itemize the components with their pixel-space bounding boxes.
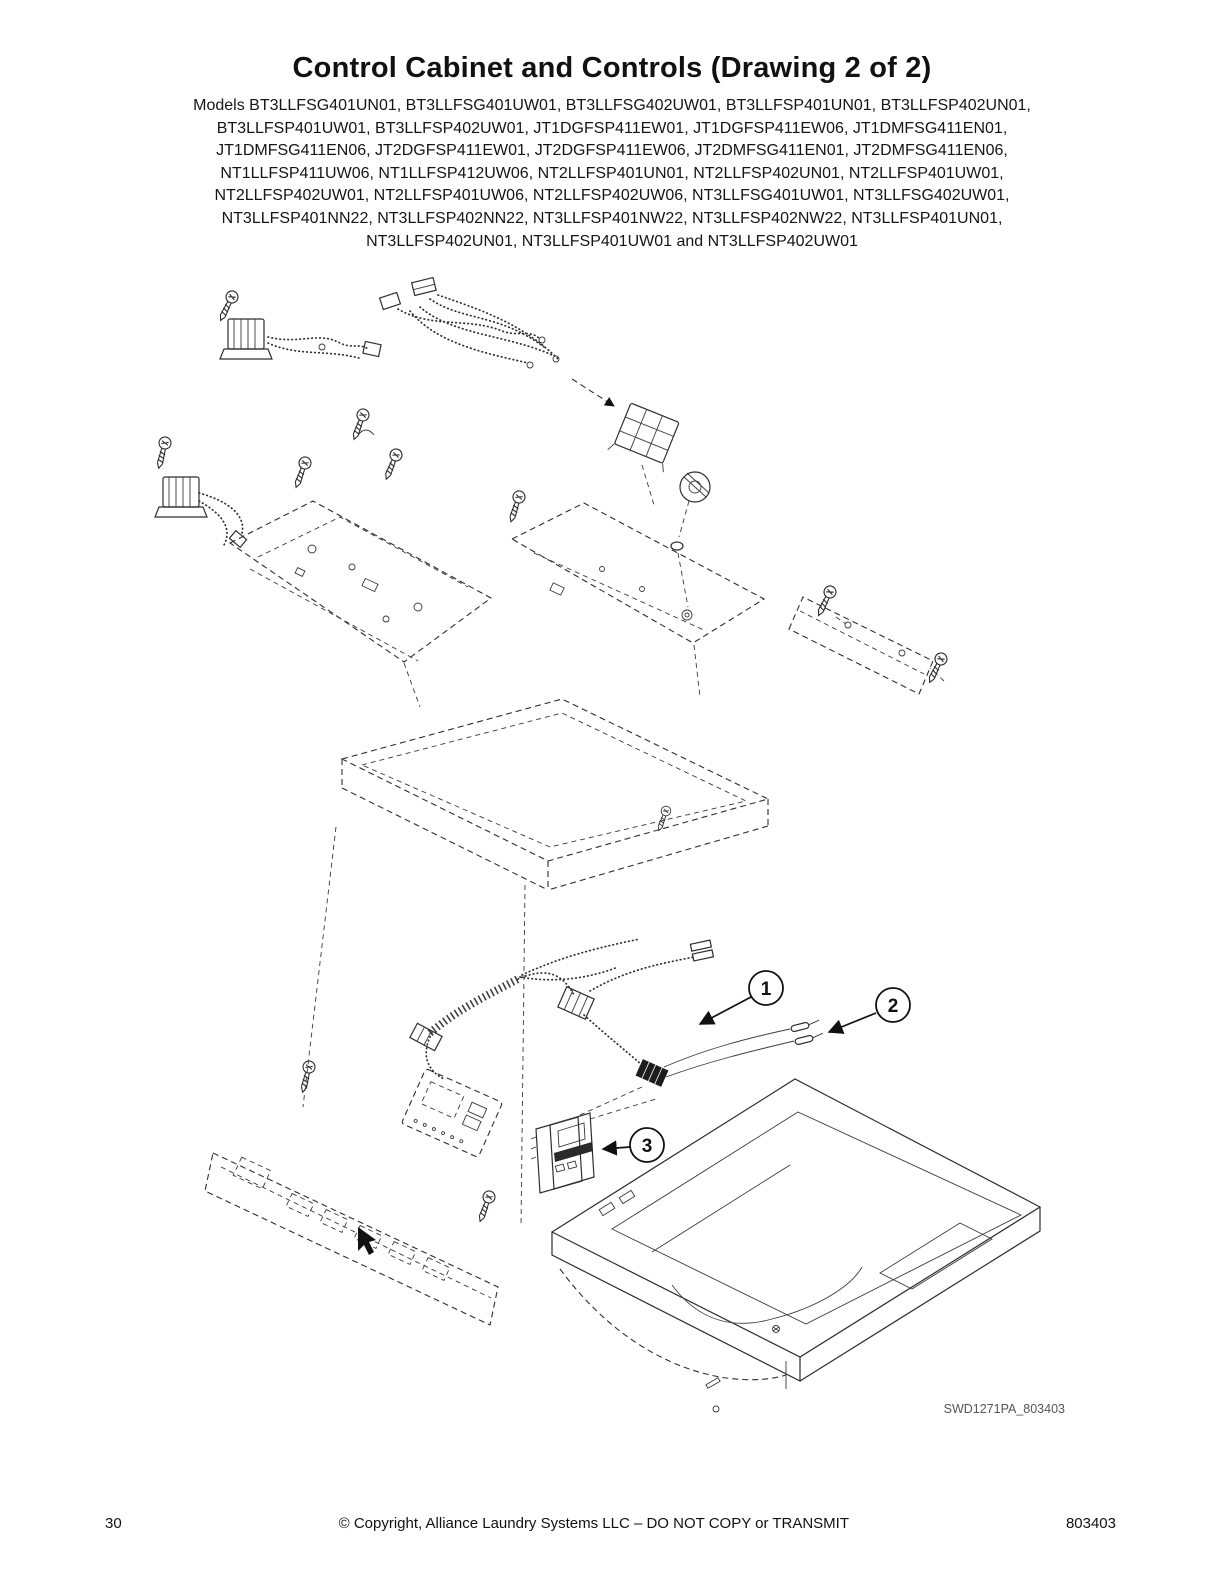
terminal-block [608,402,683,505]
side-panel-right [789,597,944,694]
page-title: Control Cabinet and Controls (Drawing 2 of 2) [292,52,932,84]
callout-1-label: 1 [760,979,772,1001]
callout-1 [700,971,783,1024]
screw [215,289,240,323]
callout-2 [829,988,910,1032]
pointer-mark [358,1227,376,1255]
model-list-line: NT3LLFSP401NN22, NT3LLFSP402NN22, NT3LLFSP401NW22, NT3LLFSP402NW22, NT3LLFSP401UN01, [221,209,1003,227]
exploded-diagram [0,267,1224,1427]
screws [153,289,949,1224]
exploded-view-container [0,267,1224,1437]
dryer-cabinet [552,1079,1040,1412]
control-board [401,1069,502,1158]
transformer-left [155,477,247,547]
console-fascia [205,1153,498,1325]
buzzer [671,472,710,607]
document-number: 803403 [1065,1515,1116,1532]
screw [153,436,172,470]
main-wire-harness [410,939,824,1087]
mounting-bracket-left [230,430,491,707]
page-header [0,0,1224,253]
drawing-id: SWD1271PA_803403 [943,1402,1065,1417]
callout-3-label: 3 [641,1136,653,1158]
mounting-bracket-middle [512,503,764,697]
model-list-line: BT3LLFSP401UW01, BT3LLFSP402UW01, JT1DGFSP411EW01, JT1DGFSP411EW06, JT1DMFSG411EN01, [216,119,1008,137]
bullet-terminals [791,1019,825,1045]
control-hood-frame [303,699,768,1227]
screw [297,1060,316,1094]
model-list [0,95,1224,253]
model-list-line: NT1LLFSP411UW06, NT1LLFSP412UW06, NT2LLFSP401UN01, NT2LLFSP402UN01, NT2LLFSP401UW01, [220,164,1004,182]
transformer-top [220,319,381,359]
screw [381,447,404,481]
top-wire-harness [380,278,614,406]
model-list-line: NT3LLFSP402UN01, NT3LLFSP401UW01 and NT3LLFSP402UW01 [366,232,858,250]
model-list-line: Models BT3LLFSG401UN01, BT3LLFSG401UW01, BT3LLFSG402UW01, BT3LLFSP401UN01, BT3LLFSP402UN01, [193,97,1031,114]
copyright-text: © Copyright, Alliance Laundry Systems LLC – DO NOT COPY or TRANSMIT [338,1515,850,1532]
page-number: 30 [105,1515,122,1532]
screw [924,651,949,685]
callout-3 [603,1128,664,1162]
screw [290,455,312,489]
page-footer [0,1515,1224,1532]
screw [348,407,370,441]
screw [505,490,526,524]
model-list-line: JT1DMFSG411EN06, JT2DGFSP411EW01, JT2DGFSP411EW06, JT2DMFSG411EN01, JT2DMFSG411EN06, [216,142,1008,160]
callout-2-label: 2 [887,996,899,1018]
model-list-line: NT2LLFSP402UW01, NT2LLFSP401UW06, NT2LLFSP402UW06, NT3LLFSG401UW01, NT3LLFSG402UW01, [214,187,1010,205]
screw [474,1189,496,1223]
